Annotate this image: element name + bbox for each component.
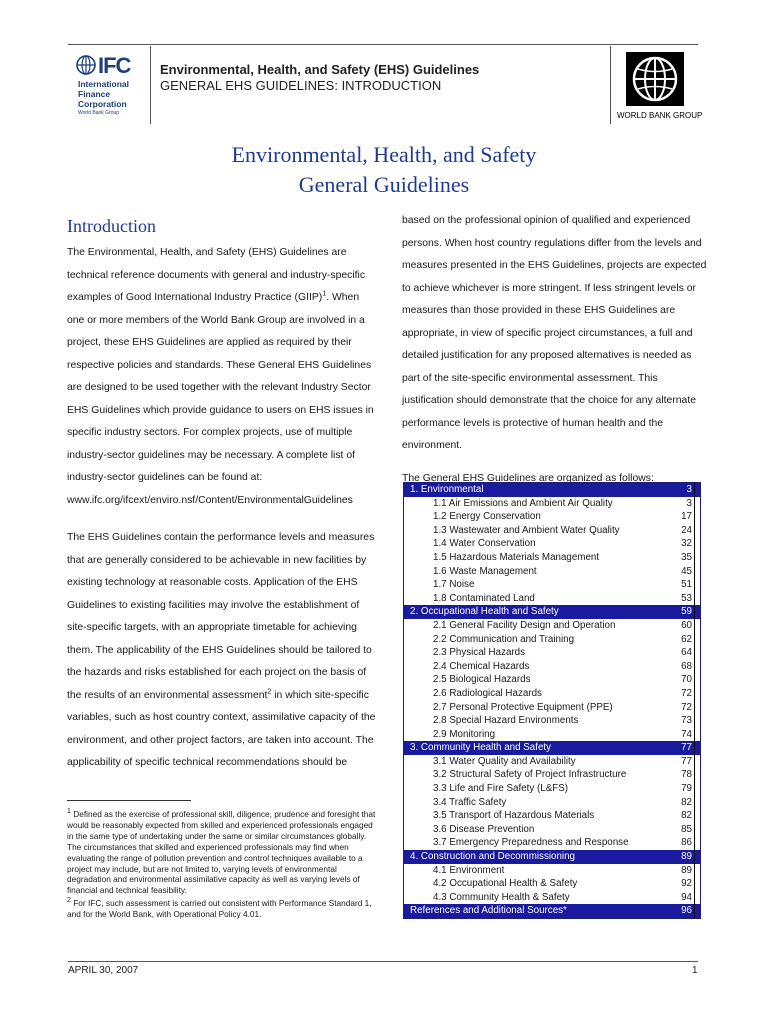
toc-page-number: 35 bbox=[681, 551, 692, 563]
toc-page-number: 24 bbox=[681, 524, 692, 536]
toc-row-divider bbox=[694, 605, 695, 619]
toc-row-divider bbox=[694, 823, 695, 837]
toc-row-divider bbox=[694, 497, 695, 511]
toc-label: 2.2 Communication and Training bbox=[433, 633, 575, 645]
toc-page-number: 64 bbox=[681, 647, 692, 659]
toc-row-divider bbox=[694, 877, 695, 891]
toc-item-row[interactable] bbox=[404, 864, 700, 878]
toc-row-divider bbox=[694, 578, 695, 592]
toc-item-row[interactable] bbox=[404, 551, 700, 565]
toc-label: 2.7 Personal Protective Equipment (PPE) bbox=[433, 701, 613, 713]
toc-item-row[interactable] bbox=[404, 646, 700, 660]
toc-page-number: 62 bbox=[681, 633, 692, 645]
toc-label: 1.3 Wastewater and Ambient Water Quality bbox=[433, 524, 620, 536]
header-divider-left bbox=[150, 46, 151, 124]
toc-item-row[interactable] bbox=[404, 796, 700, 810]
left-paragraph-1-b: . When one or more members of the World Bank Group are involved in a project, these EHS Guidelines are applied as required by their respective policies and standards. These General EHS Guidelines are designed to be used together with the relevant Industry Sector EHS Guidelines which provide guidance to users on EHS issues in specific industry sectors. For complex projects, use of multiple industry-sector guidelines may be necessary. A complete list of industry-sector guidelines can be found at: www.ifc.org/ifcext/enviro.nsf/Content/EnvironmentalGuidelines bbox=[67, 292, 374, 506]
toc-item-row[interactable] bbox=[404, 673, 700, 687]
toc-section-row[interactable] bbox=[404, 904, 700, 918]
footnote-1 bbox=[67, 809, 379, 896]
ifc-globe-icon bbox=[76, 55, 96, 75]
footer-date: APRIL 30, 2007 bbox=[68, 965, 139, 976]
toc-item-row[interactable] bbox=[404, 728, 700, 742]
toc-page-number: 92 bbox=[681, 878, 692, 890]
toc-label: 1.6 Waste Management bbox=[433, 565, 537, 577]
toc-item-row[interactable] bbox=[404, 891, 700, 905]
toc-label: 2.9 Monitoring bbox=[433, 728, 496, 740]
toc-row-divider bbox=[694, 836, 695, 850]
toc-label: 3.1 Water Quality and Availability bbox=[433, 755, 576, 767]
toc-page-number: 73 bbox=[681, 715, 692, 727]
toc-item-row[interactable] bbox=[404, 687, 700, 701]
toc-page-number: 3 bbox=[686, 497, 692, 509]
toc-item-row[interactable] bbox=[404, 701, 700, 715]
toc-row-divider bbox=[694, 891, 695, 905]
toc-label: 2.6 Radiological Hazards bbox=[433, 687, 542, 699]
footnote-rule bbox=[67, 800, 191, 801]
footnote-2 bbox=[67, 898, 379, 920]
toc-item-row[interactable] bbox=[404, 537, 700, 551]
toc-row-divider bbox=[694, 565, 695, 579]
toc-row-divider bbox=[694, 619, 695, 633]
toc-page-number: 70 bbox=[681, 674, 692, 686]
footer-page-number: 1 bbox=[692, 965, 698, 976]
footnote-1-mark: 1 bbox=[67, 808, 71, 816]
toc-label: 1.7 Noise bbox=[433, 579, 475, 591]
toc-label: 2.1 General Facility Design and Operation bbox=[433, 619, 616, 631]
toc-page-number: 94 bbox=[681, 891, 692, 903]
toc-page-number: 32 bbox=[681, 538, 692, 550]
toc-label: 2.4 Chemical Hazards bbox=[433, 660, 530, 672]
ifc-logo-group: World Bank Group bbox=[78, 110, 120, 116]
toc-label: 1.1 Air Emissions and Ambient Air Quality bbox=[433, 497, 613, 509]
toc-page-number: 77 bbox=[681, 742, 692, 754]
toc-page-number: 60 bbox=[681, 619, 692, 631]
ifc-logo-word: IFC bbox=[98, 53, 131, 78]
toc-section-row[interactable] bbox=[404, 605, 700, 619]
toc-item-row[interactable] bbox=[404, 823, 700, 837]
toc-section-row[interactable] bbox=[404, 850, 700, 864]
right-column bbox=[402, 210, 708, 500]
toc-page-number: 74 bbox=[681, 728, 692, 740]
toc-label: 2.5 Biological Hazards bbox=[433, 674, 531, 686]
world-bank-globe-icon bbox=[626, 52, 684, 106]
world-bank-logo bbox=[626, 52, 684, 106]
toc-item-row[interactable] bbox=[404, 782, 700, 796]
right-paragraph-2: The General EHS Guidelines are organized as follows: bbox=[402, 472, 654, 484]
toc-page-number: 72 bbox=[681, 687, 692, 699]
toc-page-number: 59 bbox=[681, 606, 692, 618]
toc-row-divider bbox=[694, 673, 695, 687]
toc-row-divider bbox=[694, 782, 695, 796]
toc-page-number: 17 bbox=[681, 511, 692, 523]
toc-row-divider bbox=[694, 551, 695, 565]
toc-row-divider bbox=[694, 741, 695, 755]
toc-row-divider bbox=[694, 483, 695, 497]
contents-table bbox=[403, 482, 701, 919]
toc-label: 3.6 Disease Prevention bbox=[433, 823, 535, 835]
toc-item-row[interactable] bbox=[404, 755, 700, 769]
toc-item-row[interactable] bbox=[404, 524, 700, 538]
toc-row-divider bbox=[694, 850, 695, 864]
toc-label: 4.2 Occupational Health & Safety bbox=[433, 878, 578, 890]
toc-label: References and Additional Sources* bbox=[410, 905, 567, 917]
toc-row-divider bbox=[694, 809, 695, 823]
toc-page-number: 86 bbox=[681, 837, 692, 849]
toc-label: 3.7 Emergency Preparedness and Response bbox=[433, 837, 629, 849]
toc-row-divider bbox=[694, 537, 695, 551]
ifc-logo-line3: Corporation bbox=[78, 99, 127, 109]
toc-row-divider bbox=[694, 864, 695, 878]
toc-row-divider bbox=[694, 660, 695, 674]
toc-label: 3.5 Transport of Hazardous Materials bbox=[433, 810, 595, 822]
left-column bbox=[67, 242, 379, 790]
left-paragraph-2 bbox=[67, 527, 379, 775]
toc-label: 2. Occupational Health and Safety bbox=[410, 606, 559, 618]
toc-row-divider bbox=[694, 904, 695, 918]
toc-label: 4. Construction and Decommissioning bbox=[410, 851, 575, 863]
toc-label: 1.8 Contaminated Land bbox=[433, 592, 535, 604]
world-bank-label: WORLD BANK GROUP bbox=[617, 111, 703, 120]
toc-row-divider bbox=[694, 728, 695, 742]
left-paragraph-1 bbox=[67, 242, 379, 512]
toc-page-number: 82 bbox=[681, 796, 692, 808]
toc-label: 1.2 Energy Conservation bbox=[433, 511, 541, 523]
header-divider-right bbox=[610, 46, 611, 124]
toc-item-row[interactable] bbox=[404, 510, 700, 524]
left-paragraph-2-b: in which site-specific variables, such as host country context, assimilative capacity of the environment, and other project factors, are taken into account. The applicability of specific technical recommendations should be bbox=[67, 689, 376, 768]
toc-row-divider bbox=[694, 592, 695, 606]
header-subtitle: GENERAL EHS GUIDELINES: INTRODUCTION bbox=[160, 78, 442, 93]
toc-page-number: 89 bbox=[681, 864, 692, 876]
toc-item-row[interactable] bbox=[404, 660, 700, 674]
section-heading: Introduction bbox=[67, 216, 156, 236]
footnotes bbox=[67, 809, 379, 922]
toc-row-divider bbox=[694, 633, 695, 647]
toc-page-number: 85 bbox=[681, 823, 692, 835]
toc-section-row[interactable] bbox=[404, 483, 700, 497]
toc-row-divider bbox=[694, 701, 695, 715]
right-paragraph-1: based on the professional opinion of qualified and experienced persons. When host country regulations differ from the levels and measures presented in the EHS Guidelines, projects are expected to achieve whichever is more stringent. If less stringent levels or measures than those provided in these EHS Guidelines are appropriate, in view of specific project circumstances, a full and detailed justification for any proposed alternatives is needed as part of the site-specific environmental assessment. This justification should demonstrate that the choice for any alternate performance levels is protective of human health and the environment. bbox=[402, 215, 707, 451]
toc-item-row[interactable] bbox=[404, 714, 700, 728]
left-paragraph-2-a: The EHS Guidelines contain the performance levels and measures that are generally considered to be achievable in new facilities by existing technology at reasonable costs. Application of the EHS Guidelines to existing facilities may involve the establishment of site-specific targets, with an appropriate timetable for achieving them. The applicability of the EHS Guidelines should be tailored to the hazards and risks established for each project on the basis of the results of an environmental assessment bbox=[67, 532, 375, 701]
toc-page-number: 77 bbox=[681, 755, 692, 767]
toc-page-number: 82 bbox=[681, 810, 692, 822]
toc-page-number: 68 bbox=[681, 660, 692, 672]
document-title-line2: General Guidelines bbox=[298, 172, 470, 197]
toc-row-divider bbox=[694, 687, 695, 701]
toc-item-row[interactable] bbox=[404, 809, 700, 823]
footnote-ref-2[interactable]: 2 bbox=[267, 688, 272, 696]
toc-page-number: 79 bbox=[681, 783, 692, 795]
toc-item-row[interactable] bbox=[404, 592, 700, 606]
toc-label: 4.3 Community Health & Safety bbox=[433, 891, 570, 903]
toc-item-row[interactable] bbox=[404, 877, 700, 891]
document-title-line1: Environmental, Health, and Safety bbox=[231, 142, 537, 167]
toc-label: 1.5 Hazardous Materials Management bbox=[433, 551, 600, 563]
toc-label: 3.3 Life and Fire Safety (L&FS) bbox=[433, 783, 569, 795]
toc-label: 4.1 Environment bbox=[433, 864, 505, 876]
toc-row-divider bbox=[694, 768, 695, 782]
toc-page-number: 53 bbox=[681, 592, 692, 604]
toc-page-number: 3 bbox=[686, 484, 692, 495]
ifc-logo bbox=[76, 53, 148, 121]
toc-page-number: 45 bbox=[681, 565, 692, 577]
toc-page-number: 51 bbox=[681, 579, 692, 591]
toc-row-divider bbox=[694, 796, 695, 810]
toc-row-divider bbox=[694, 510, 695, 524]
toc-item-row[interactable] bbox=[404, 565, 700, 579]
ifc-logo-line1: International bbox=[78, 79, 130, 89]
toc-page-number: 89 bbox=[681, 851, 692, 863]
toc-label: 3.4 Traffic Safety bbox=[433, 796, 507, 808]
toc-item-row[interactable] bbox=[404, 836, 700, 850]
footnote-2-mark: 2 bbox=[67, 897, 71, 905]
toc-row-divider bbox=[694, 755, 695, 769]
toc-page-number: 72 bbox=[681, 701, 692, 713]
toc-label: 3.2 Structural Safety of Project Infrastructure bbox=[433, 769, 627, 781]
toc-label: 2.3 Physical Hazards bbox=[433, 647, 526, 659]
footer-rule bbox=[68, 961, 698, 962]
toc-item-row[interactable] bbox=[404, 633, 700, 647]
toc-page-number: 96 bbox=[681, 905, 692, 917]
toc-item-row[interactable] bbox=[404, 768, 700, 782]
toc-label: 1. Environmental bbox=[410, 484, 484, 495]
toc-label: 3. Community Health and Safety bbox=[410, 742, 552, 754]
toc-item-row[interactable] bbox=[404, 619, 700, 633]
footnote-2-text: For IFC, such assessment is carried out consistent with Performance Standard 1, and for the World Bank, with Operational Policy 4.01. bbox=[67, 898, 372, 920]
toc-page-number: 78 bbox=[681, 769, 692, 781]
header-rule bbox=[68, 44, 698, 45]
toc-label: 1.4 Water Conservation bbox=[433, 538, 536, 550]
toc-item-row[interactable] bbox=[404, 578, 700, 592]
toc-section-row[interactable] bbox=[404, 741, 700, 755]
toc-item-row[interactable] bbox=[404, 497, 700, 511]
header-title: Environmental, Health, and Safety (EHS) Guidelines bbox=[160, 62, 480, 77]
left-paragraph-1-a: The Environmental, Health, and Safety (EHS) Guidelines are technical reference documents with general and industry-specific examples of Good International Industry Practice (GIIP) bbox=[67, 247, 366, 303]
toc-row-divider bbox=[694, 714, 695, 728]
footnote-1-text: Defined as the exercise of professional skill, diligence, prudence and foresight that would be reasonably expected from skilled and experienced professionals engaged in the same type of undertaking under the same or similar circumstances globally. The circumstances that skilled and experienced professionals may find when evaluating the range of pollution prevention and control techniques available to a project may include, but are not limited to, varying levels of environmental degradation and environmental assimilative capacity as well as varying levels of financial and technical feasibility. bbox=[67, 809, 376, 896]
toc-row-divider bbox=[694, 646, 695, 660]
toc-row-divider bbox=[694, 524, 695, 538]
toc-label: 2.8 Special Hazard Environments bbox=[433, 715, 579, 727]
footnote-ref-1[interactable]: 1 bbox=[322, 290, 327, 298]
ifc-logo-line2: Finance bbox=[78, 89, 111, 99]
